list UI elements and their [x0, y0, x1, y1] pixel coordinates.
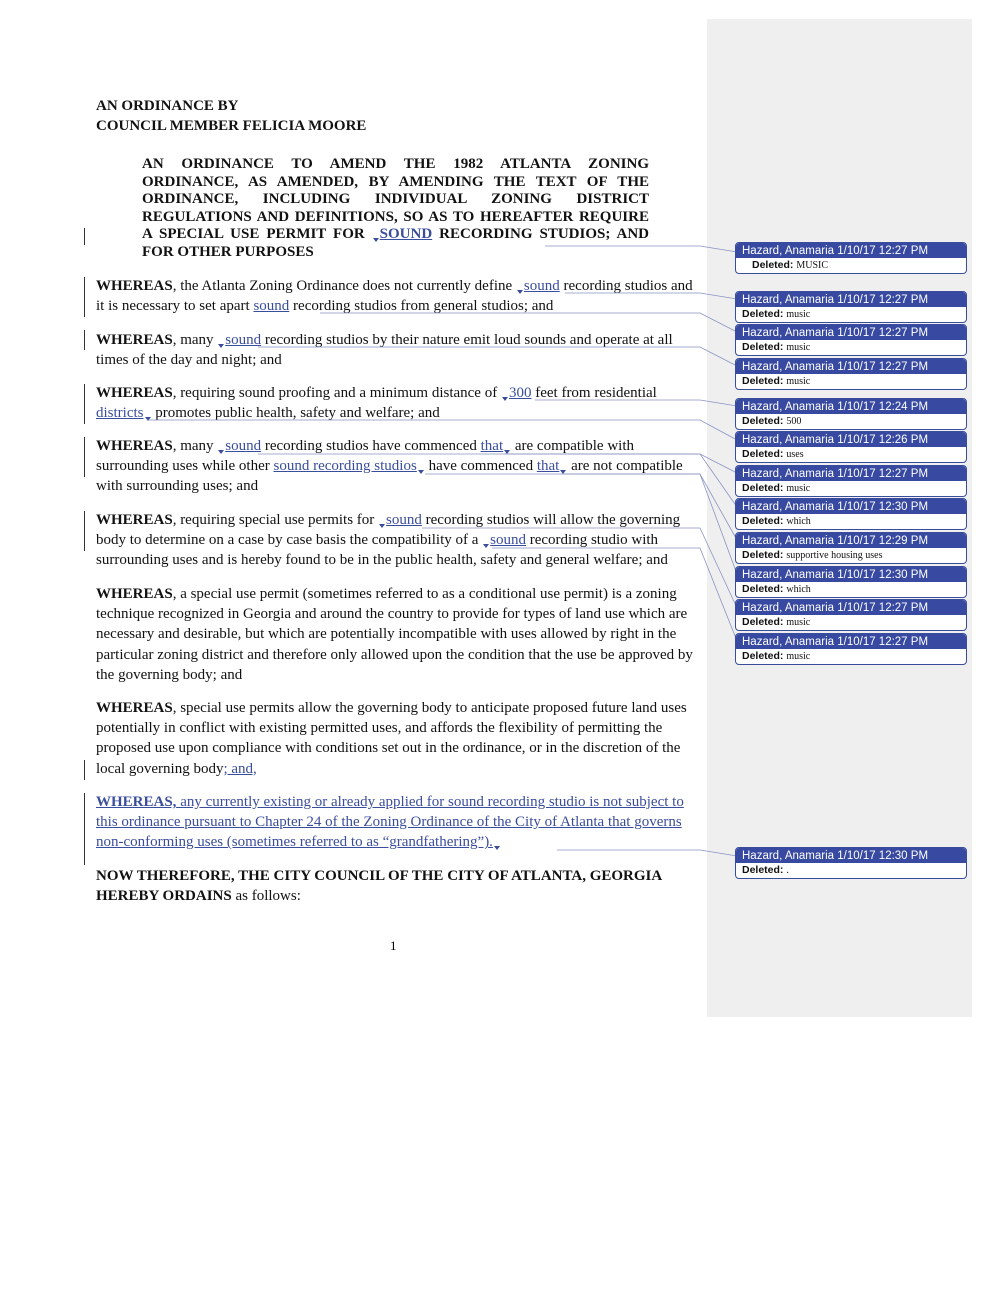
now-therefore-clause: NOW THEREFORE, THE CITY COUNCIL OF THE CITY OF ATLANTA, GEORGIA HEREBY ORDAINS as follows:: [96, 868, 662, 905]
whereas-paragraph-3: WHEREAS, requiring sound proofing and a minimum distance of 300 feet from residential districts promotes public health, safety and welfare; and: [96, 385, 657, 422]
whereas-paragraph-2: WHEREAS, many sound recording studios by their nature emit loud sounds and operate at all times of the day and night; and: [96, 332, 673, 369]
comment-author: Hazard, Anamaria 1/10/17 12:30 PM: [736, 567, 966, 582]
inserted-text: sound: [523, 278, 560, 294]
inserted-text: sound: [225, 438, 262, 454]
comment-author: Hazard, Anamaria 1/10/17 12:26 PM: [736, 432, 966, 447]
comment-balloon[interactable]: Hazard, Anamaria 1/10/17 12:30 PM Deleted: which: [735, 498, 967, 530]
comment-author: Hazard, Anamaria 1/10/17 12:27 PM: [736, 325, 966, 340]
page-number: 1: [390, 938, 397, 953]
inserted-text: ; and,: [223, 760, 257, 777]
inserted-text: districts: [96, 405, 144, 422]
inserted-text: sound: [490, 532, 526, 549]
comment-balloon[interactable]: Hazard, Anamaria 1/10/17 12:27 PM Deleted: music: [735, 465, 967, 497]
comment-balloon[interactable]: Hazard, Anamaria 1/10/17 12:27 PM Deleted: music: [735, 324, 967, 356]
comment-author: Hazard, Anamaria 1/10/17 12:30 PM: [736, 499, 966, 514]
inserted-text: sound recording studios: [273, 458, 417, 475]
comment-balloon[interactable]: Hazard, Anamaria 1/10/17 12:30 PM Deleted: which: [735, 566, 967, 598]
change-bar: [84, 277, 85, 317]
comment-balloon[interactable]: Hazard, Anamaria 1/10/17 12:27 PM Deleted: music: [735, 599, 967, 631]
change-bar: [84, 437, 85, 477]
change-bar: [84, 793, 85, 865]
comment-author: Hazard, Anamaria 1/10/17 12:30 PM: [736, 848, 966, 863]
comment-balloon[interactable]: Hazard, Anamaria 1/10/17 12:24 PM Deleted: 500: [735, 398, 967, 430]
inserted-text: sound: [225, 332, 262, 348]
whereas-paragraph-8-inserted: WHEREAS, any currently existing or already applied for sound recording studio is not subject to this ordinance pursuant to Chapter 24 of the Zoning Ordinance of the City of Atlanta that governs non-conforming uses (sometimes referred to as “grandfathering”).: [96, 794, 684, 851]
whereas-paragraph-4: WHEREAS, many sound recording studios have commenced that are compatible with surrounding uses while other sound recording studios have commenced that are not compatible with surrounding uses; and: [96, 438, 683, 495]
comment-author: Hazard, Anamaria 1/10/17 12:27 PM: [736, 292, 966, 307]
comment-author: Hazard, Anamaria 1/10/17 12:27 PM: [736, 359, 966, 374]
comment-author: Hazard, Anamaria 1/10/17 12:27 PM: [736, 466, 966, 481]
comment-balloon[interactable]: Hazard, Anamaria 1/10/17 12:27 PM Deleted: MUSIC: [735, 242, 967, 274]
change-bar: [84, 330, 85, 350]
comment-balloon[interactable]: Hazard, Anamaria 1/10/17 12:26 PM Deleted: uses: [735, 431, 967, 463]
comment-balloon[interactable]: Hazard, Anamaria 1/10/17 12:29 PM Deleted: supportive housing uses: [735, 532, 967, 564]
inserted-text: 300: [508, 385, 532, 401]
inserted-text: that: [480, 438, 504, 454]
comment-author: Hazard, Anamaria 1/10/17 12:29 PM: [736, 533, 966, 548]
sponsor-line-2: COUNCIL MEMBER FELICIA MOORE: [96, 118, 367, 134]
whereas-paragraph-5: WHEREAS, requiring special use permits for sound recording studios will allow the governing body to determine on a case by case basis the compatibility of a sound recording studio with surrounding uses and is hereby found to be in the public health, safety and general welfare; and: [96, 512, 681, 569]
change-bar: [84, 384, 85, 424]
ordinance-title: AN ORDINANCE TO AMEND THE 1982 ATLANTA ZONING ORDINANCE, AS AMENDED, BY AMENDING THE TEXT OF THE ORDINANCE, INCLUDING INDIVIDUAL ZONING DISTRICT REGULATIONS AND DEFINITIONS, SO AS TO HEREAFTER REQUIRE A SPECIAL USE PERMIT FOR SOUND RECORDING STUDIOS; AND FOR OTHER PURPOSES: [142, 156, 649, 260]
inserted-text: SOUND: [379, 226, 433, 243]
change-bar: [84, 511, 85, 551]
sponsor-line-1: AN ORDINANCE BY: [96, 98, 239, 114]
inserted-text: that: [536, 458, 560, 475]
comment-balloon[interactable]: Hazard, Anamaria 1/10/17 12:27 PM Deleted: music: [735, 358, 967, 390]
comment-balloon[interactable]: Hazard, Anamaria 1/10/17 12:27 PM Deleted: music: [735, 633, 967, 665]
comment-author: Hazard, Anamaria 1/10/17 12:27 PM: [736, 600, 966, 615]
comment-author: Hazard, Anamaria 1/10/17 12:24 PM: [736, 399, 966, 414]
whereas-paragraph-7: WHEREAS, special use permits allow the governing body to anticipate proposed future land uses potentially in conflict with existing permitted uses, and affords the flexibility of permitting the proposed use upon compliance with conditions set out in the ordinance, or in the discretion of the local governing body; and,: [96, 700, 687, 777]
comment-balloon[interactable]: Hazard, Anamaria 1/10/17 12:30 PM Deleted: .: [735, 847, 967, 879]
change-bar: [84, 228, 85, 245]
whereas-paragraph-6: WHEREAS, a special use permit (sometimes referred to as a conditional use permit) is a zoning technique recognized in Georgia and around the country to provide for types of land use which are necessary and desirable, but which are potentially incompatible with uses allowed by right in the particular zoning district and therefore only allowed upon the condition that the use be approved by the governing body; and: [96, 586, 693, 683]
change-bar: [84, 760, 85, 780]
whereas-paragraph-1: WHEREAS, the Atlanta Zoning Ordinance does not currently define sound recording studios and it is necessary to set apart sound recording studios from general studios; and: [96, 278, 693, 315]
comment-author: Hazard, Anamaria 1/10/17 12:27 PM: [736, 243, 966, 258]
comment-author: Hazard, Anamaria 1/10/17 12:27 PM: [736, 634, 966, 649]
inserted-text: sound: [253, 298, 290, 315]
comment-balloon[interactable]: Hazard, Anamaria 1/10/17 12:27 PM Deleted: music: [735, 291, 967, 323]
inserted-text: sound: [386, 512, 422, 528]
